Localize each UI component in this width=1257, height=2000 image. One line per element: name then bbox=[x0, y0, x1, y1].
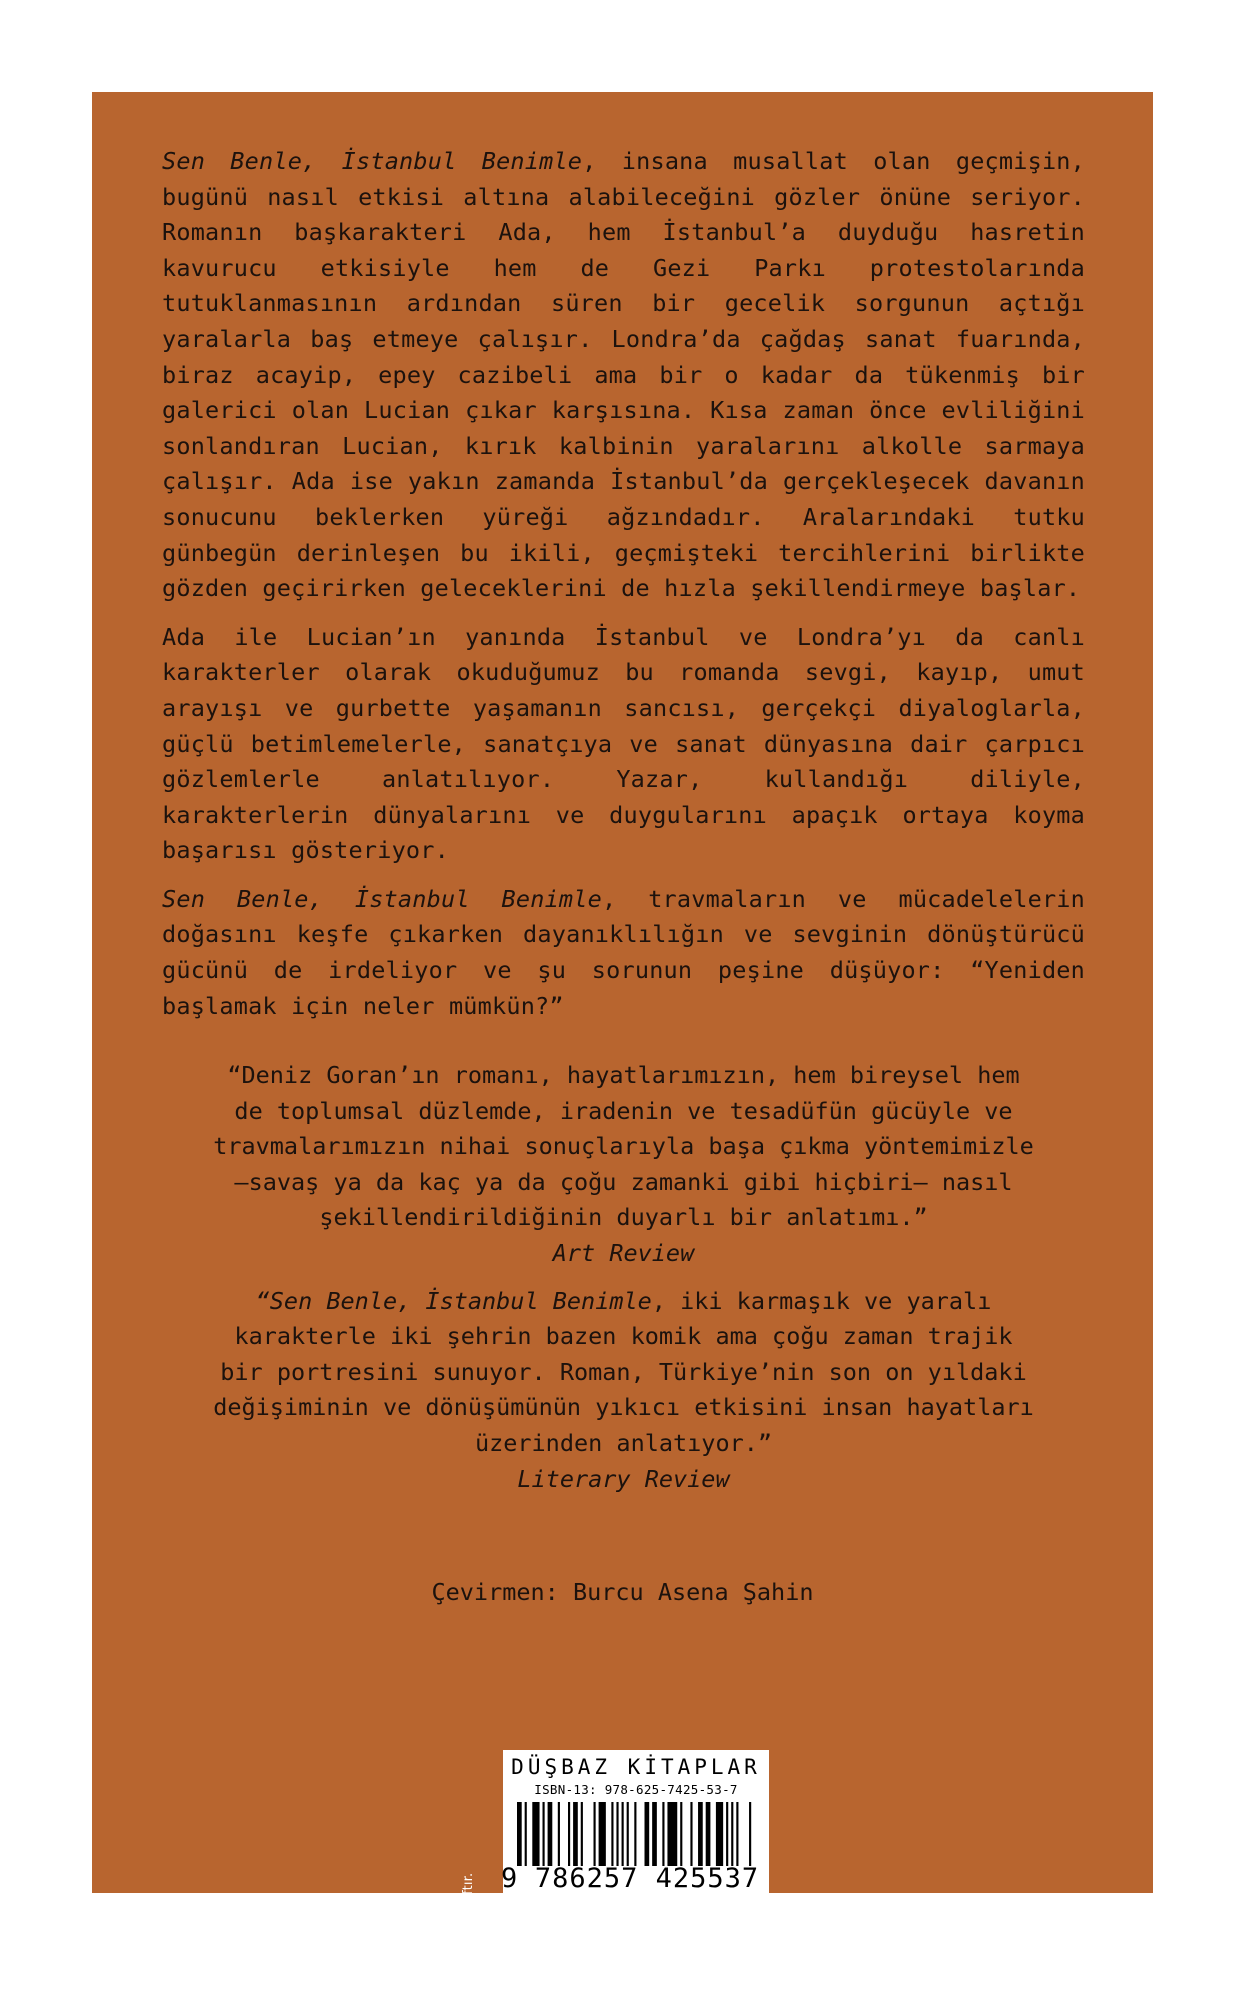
barcode-bar bbox=[698, 1802, 703, 1866]
review-quotes bbox=[212, 1058, 1035, 1509]
barcode-bar bbox=[716, 1802, 723, 1866]
barcode-bar bbox=[749, 1802, 751, 1866]
barcode-bars bbox=[515, 1802, 759, 1866]
isbn-barcode bbox=[503, 1750, 769, 1893]
barcode-bar bbox=[726, 1802, 728, 1866]
barcode-bar bbox=[532, 1802, 539, 1866]
barcode-bar bbox=[662, 1802, 664, 1866]
barcode-bar bbox=[517, 1802, 522, 1866]
barcode-bar bbox=[706, 1802, 711, 1866]
barcode-bar bbox=[645, 1802, 650, 1866]
quote-literary-review: “Sen Benle, İstanbul Benimle, iki karmaşık ve yaralı karakterle iki şehrin bazen komik ama çoğu zaman trajik bir portresini sunuyor. Roman, Türkiye’nin son on yıldaki değişiminin ve dönüşümünün yıkıcı etkisini insan hayatları üzerinden anlatıyor.” bbox=[213, 1286, 1034, 1457]
quote-source: Literary Review bbox=[517, 1464, 730, 1493]
blurb-paragraph-1: Sen Benle, İstanbul Benimle, insana musallat olan geçmişin, bugünü nasıl etkisi altına alabileceğini gözler önüne seriyor. Romanın başkarakteri Ada, hem İstanbul’a duyduğu hasretin kavurucu etkisiyle hem de Gezi Parkı protestolarında tutuklanmasının ardından süren bir gecelik sorgunun açtığı yaralarla baş etmeye çalışır. Londra’da çağdaş sanat fuarında, biraz acayip, epey cazibeli ama bir o kadar da tükenmiş bir galerici olan Lucian çıkar karşısına. Kısa zaman önce evliliğini sonlandıran Lucian, kırık kalbinin yaralarını alkolle sarmaya çalışır. Ada ise yakın zamanda İstanbul’da gerçekleşecek davanın sonucunu beklerken yüreği ağzındadır. Aralarındaki tutku günbegün derinleşen bu ikili, geçmişteki tercihlerini birlikte gözden geçirirken geleceklerini de hızla şekillendirmeye başlar. bbox=[162, 147, 1085, 603]
barcode-lead-digit: 9 bbox=[501, 1863, 518, 1894]
vat-exempt-note: KDV’den muaftır. bbox=[461, 1872, 476, 1986]
barcode-bar bbox=[594, 1802, 596, 1866]
barcode-bar bbox=[731, 1802, 733, 1866]
translator-credit: Çevirmen: Burcu Asena Şahin bbox=[431, 1578, 814, 1606]
barcode-bar bbox=[525, 1802, 527, 1866]
blurb-paragraph-2: Ada ile Lucian’ın yanında İstanbul ve Londra’yı da canlı karakterler olarak okuduğumuz bu romanda sevgi, kayıp, umut arayışı ve gurbette yaşamanın sancısı, gerçekçi diyaloglarla, güçlü betimlemelerle, sanatçıya ve sanat dünyasına dair çarpıcı gözlemlerle anlatılıyor. Yazar, kullandığı diliyle, karakterlerin dünyalarını ve duygularını apaçık ortaya koyma başarısı gösteriyor. bbox=[162, 622, 1085, 865]
barcode-bar bbox=[548, 1802, 553, 1866]
barcode-bar bbox=[599, 1802, 606, 1866]
quote-art-review: “Deniz Goran’ın romanı, hayatlarımızın, hem bireysel hem de toplumsal düzlemde, iradenin ve tesadüfün gücüyle ve travmalarımızın nihai sonuçlarıyla başa çıkma yöntemimizle –savaş ya da kaç ya da çoğu zamanki gibi hiçbiri– nasıl şekillendirildiğinin duyarlı bir anlatımı.” bbox=[213, 1061, 1034, 1232]
publisher-name: DÜŞBAZ KİTAPLAR bbox=[511, 1755, 761, 1779]
book-title: Sen Benle, İstanbul Benimle bbox=[162, 147, 583, 175]
barcode-bar bbox=[611, 1802, 613, 1866]
barcode-bar bbox=[558, 1802, 560, 1866]
barcode-bar bbox=[581, 1802, 583, 1866]
barcode-bar bbox=[652, 1802, 657, 1866]
barcode-bar bbox=[627, 1802, 629, 1866]
blurb bbox=[162, 144, 1085, 1037]
barcode-bar bbox=[616, 1802, 618, 1866]
barcode-bar bbox=[667, 1802, 677, 1866]
back-cover bbox=[92, 92, 1153, 1986]
barcode-bar bbox=[568, 1802, 570, 1866]
quote-source: Art Review bbox=[552, 1238, 695, 1267]
blurb-paragraph-3: Sen Benle, İstanbul Benimle, travmaların ve mücadelelerin doğasını keşfe çıkarken dayanıklılığın ve sevginin dönüştürücü gücünü de irdeliyor ve şu sorunun peşine düşüyor: “Yeniden başlamak için neler mümkün?” bbox=[162, 884, 1086, 1020]
barcode-bar bbox=[634, 1802, 636, 1866]
isbn-label: ISBN-13: 978-625-7425-53-7 bbox=[534, 1782, 738, 1797]
barcode-bar bbox=[573, 1802, 578, 1866]
barcode-bar bbox=[543, 1802, 545, 1866]
barcode-bar bbox=[690, 1802, 692, 1866]
barcode-bar bbox=[736, 1802, 738, 1866]
barcode-digits: 786257 425537 bbox=[534, 1863, 760, 1894]
barcode-bar bbox=[622, 1802, 624, 1866]
barcode-bar bbox=[680, 1802, 682, 1866]
book-title: Sen Benle, İstanbul Benimle bbox=[162, 884, 602, 913]
